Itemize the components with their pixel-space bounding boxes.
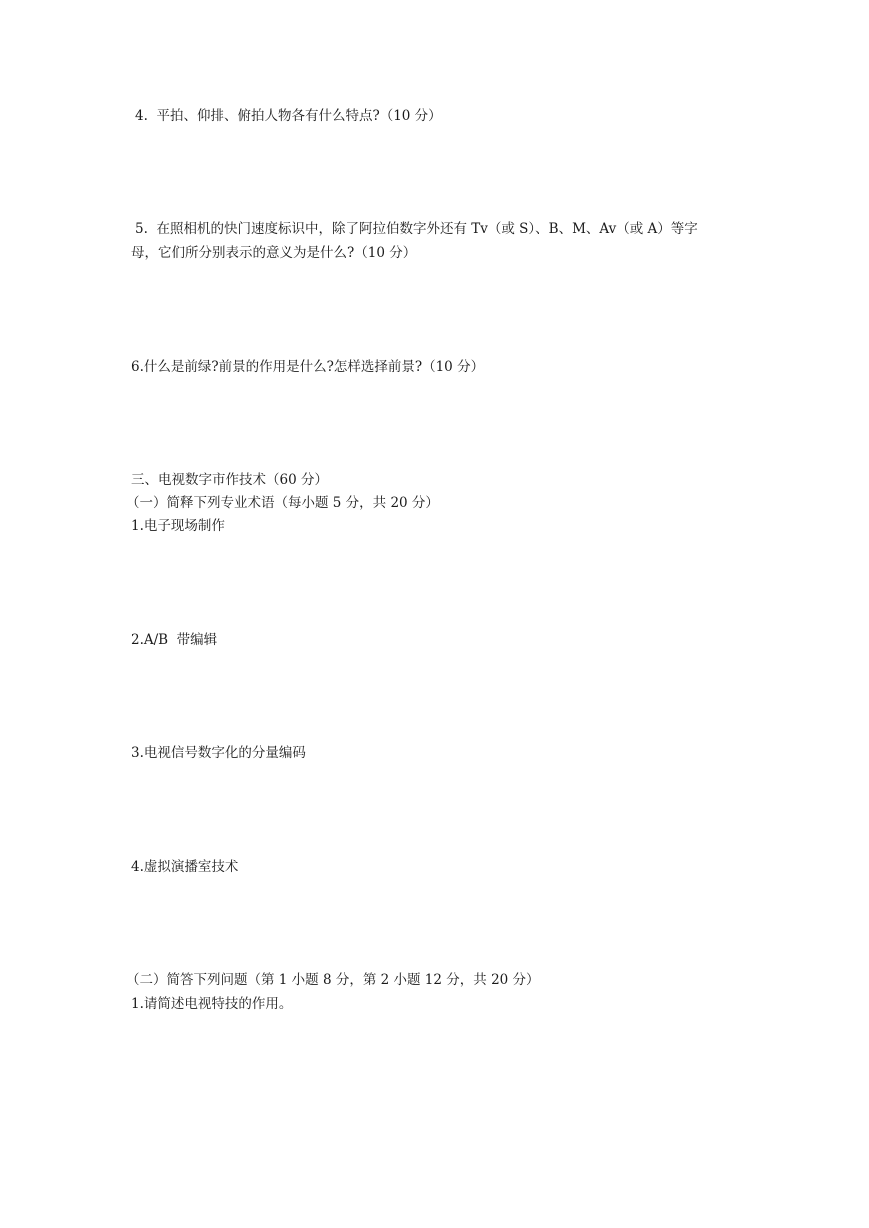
question-5-line-1: 5. 在照相机的快门速度标识中，除了阿拉伯数字外还有 Tv（或 S）、B、M、Av（或 A）等字: [135, 221, 698, 237]
term-item-1: 1.电子现场制作: [131, 518, 225, 534]
question-4: 4. 平拍、仰排、俯拍人物各有什么特点?（10 分）: [135, 108, 442, 124]
term-item-2: 2.A/B 带编辑: [131, 632, 218, 648]
question-5-line-2: 母，它们所分别表示的意义为是什么?（10 分）: [131, 245, 417, 261]
part-3-heading: 三、电视数字市作技术（60 分）: [131, 472, 328, 488]
section-2-heading: （二）简答下列问题（第 1 小题 8 分，第 2 小题 12 分，共 20 分）: [126, 972, 540, 988]
term-item-4: 4.虚拟演播室技术: [131, 859, 239, 875]
term-item-3: 3.电视信号数字化的分量编码: [131, 745, 306, 761]
question-6: 6.什么是前绿?前景的作用是什么?怎样选择前景?（10 分）: [131, 359, 485, 375]
section-1-heading: （一）简释下列专业术语（每小题 5 分，共 20 分）: [126, 495, 439, 511]
short-answer-item-1: 1.请简述电视特技的作用。: [131, 996, 293, 1012]
